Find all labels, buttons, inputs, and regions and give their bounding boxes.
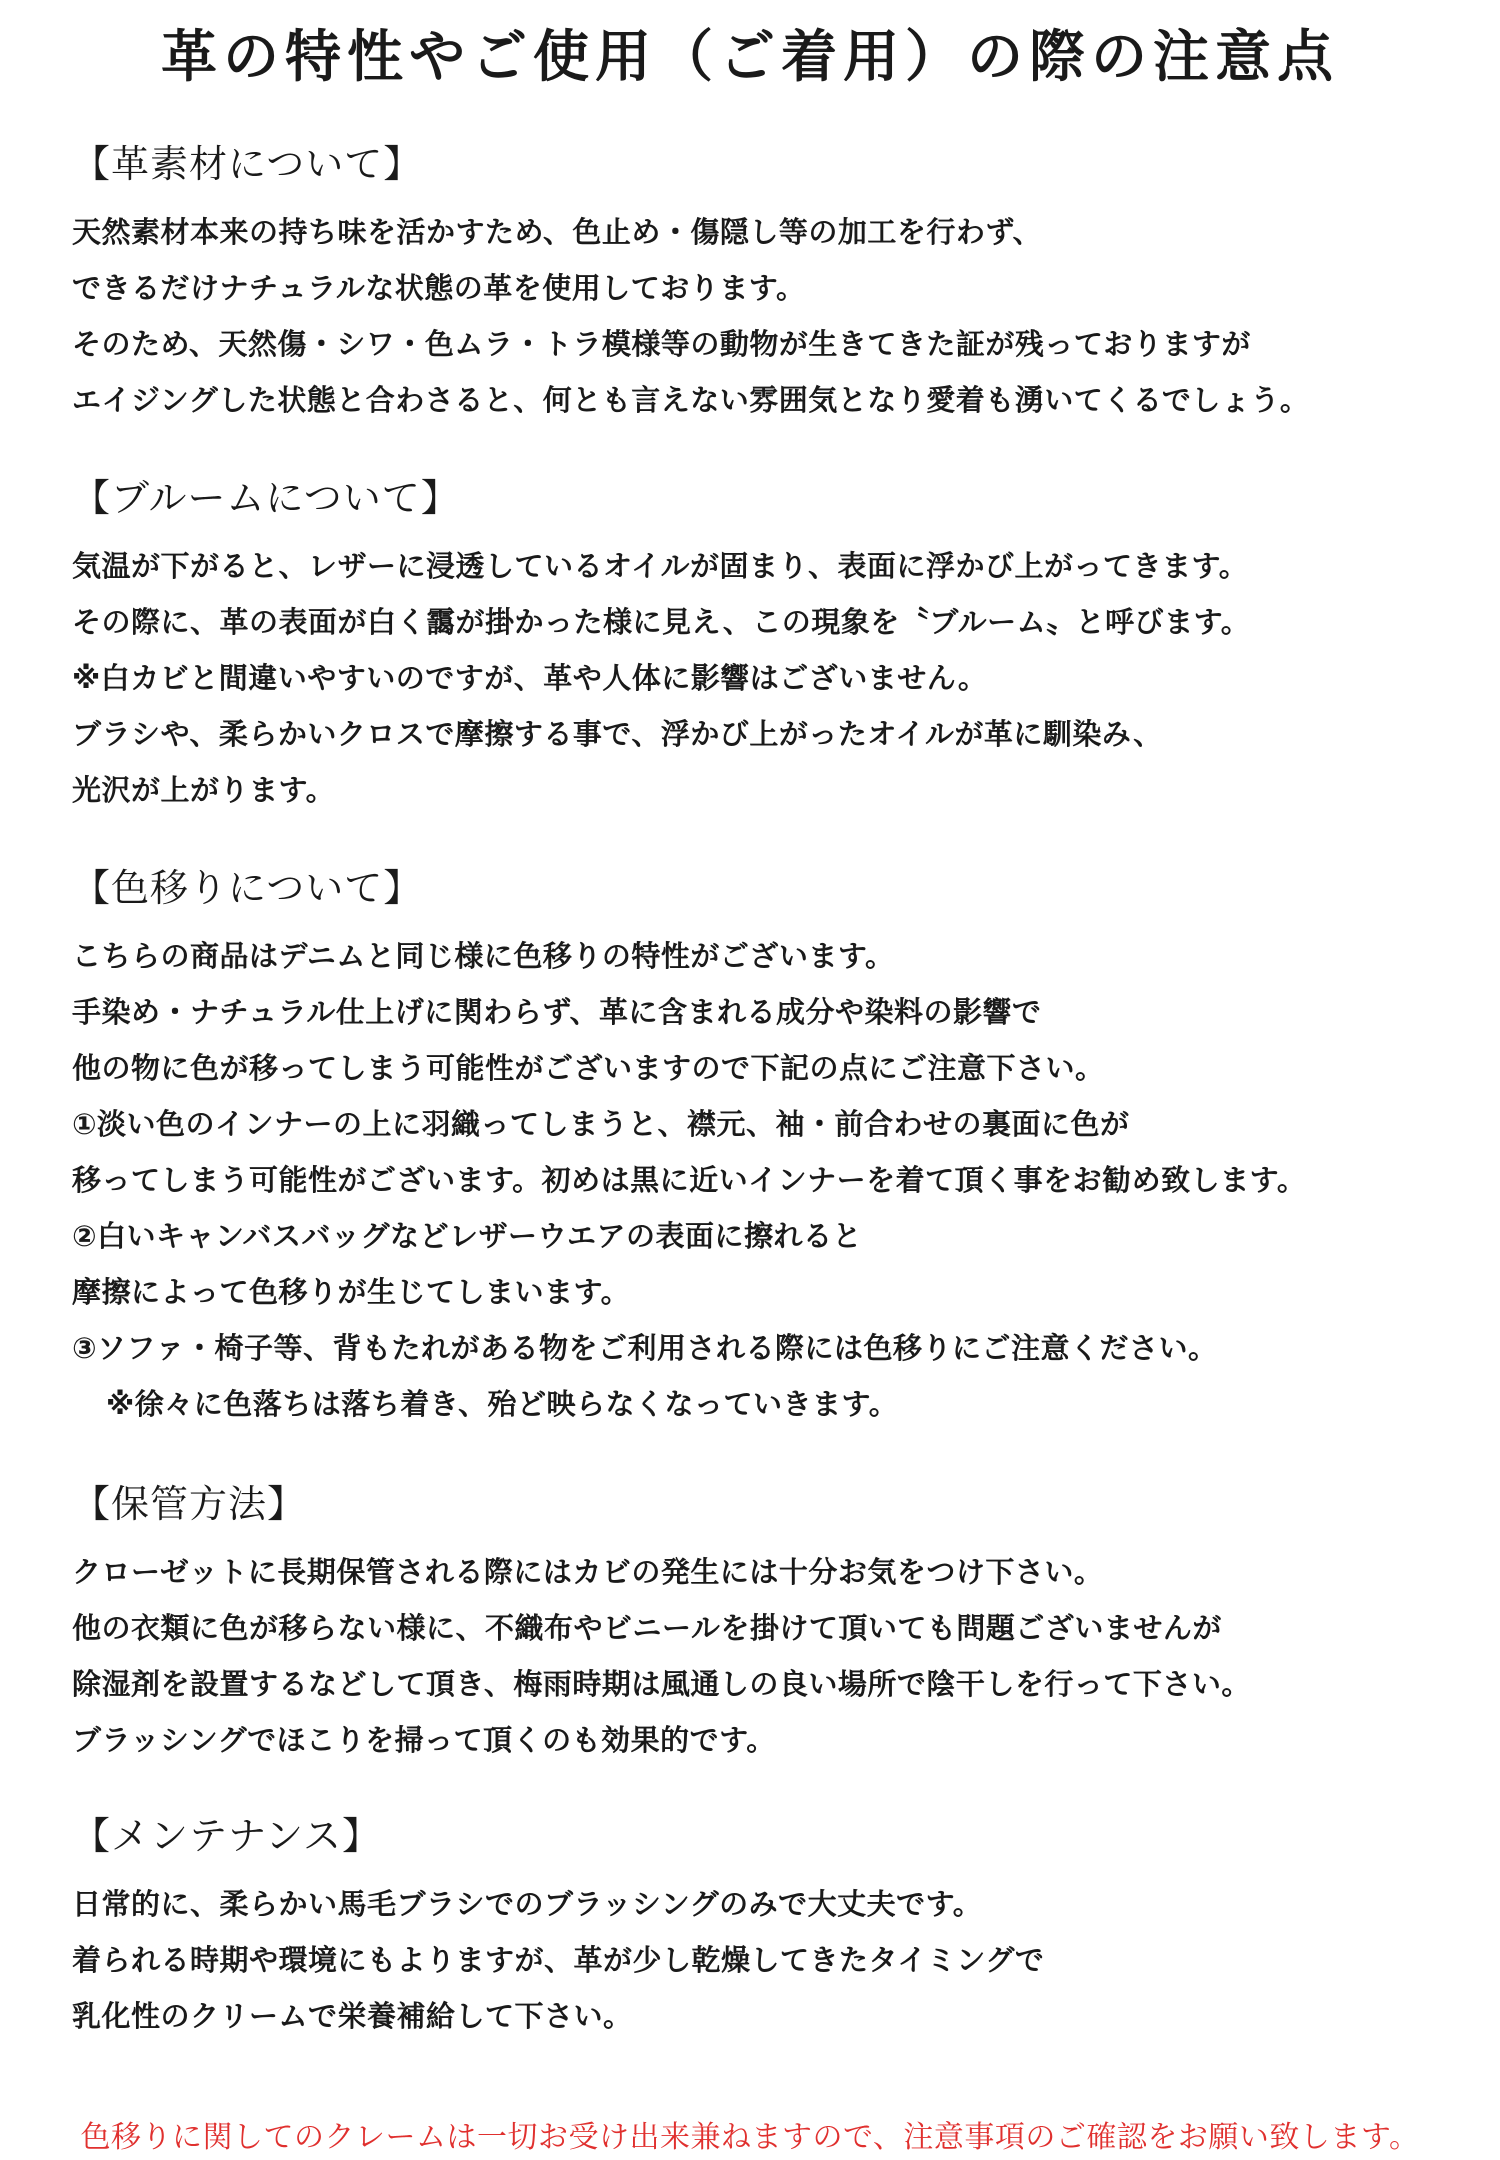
body-line: 着られる時期や環境にもよりますが、革が少し乾燥してきたタイミングで xyxy=(72,1943,1045,1977)
section-body xyxy=(72,928,1452,1432)
body-line: ※白カビと間違いやすいのですが、革や人体に影響はございません。 xyxy=(72,661,988,695)
section-body xyxy=(72,204,1452,428)
section-heading: 【メンテナンス】 xyxy=(72,1814,381,1858)
body-line: 天然素材本来の持ち味を活かすため、色止め・傷隠し等の加工を行わず、 xyxy=(72,215,1043,249)
body-line: できるだけナチュラルな状態の革を使用しております。 xyxy=(72,271,806,305)
body-line: 摩擦によって色移りが生じてしまいます。 xyxy=(72,1275,631,1309)
claim-notice: 色移りに関してのクレームは一切お受け出来兼ねますので、注意事項のご確認をお願い致します。 xyxy=(80,2120,1420,2155)
section-storage xyxy=(72,1478,1452,1768)
body-line: 手染め・ナチュラル仕上げに関わらず、革に含まれる成分や染料の影響で xyxy=(72,995,1042,1029)
body-line: ブラシや、柔らかいクロスで摩擦する事で、浮かび上がったオイルが革に馴染み、 xyxy=(72,717,1163,751)
section-body xyxy=(72,1876,1452,2044)
body-line: 他の物に色が移ってしまう可能性がございますので下記の点にご注意下さい。 xyxy=(72,1051,1105,1085)
body-line: クローゼットに長期保管される際にはカビの発生には十分お気をつけ下さい。 xyxy=(72,1555,1104,1589)
body-line: 光沢が上がります。 xyxy=(72,773,336,807)
body-line: エイジングした状態と合わさると、何とも言えない雰囲気となり愛着も湧いてくるでしょう。 xyxy=(72,383,1310,417)
section-heading: 【革素材について】 xyxy=(72,142,423,186)
section-heading: 【色移りについて】 xyxy=(72,866,423,910)
body-line: 他の衣類に色が移らない様に、不織布やビニールを掛けて頂いても問題ございませんが xyxy=(72,1611,1222,1645)
section-color-transfer xyxy=(72,862,1452,1432)
section-heading: 【保管方法】 xyxy=(72,1482,307,1526)
body-line: そのため、天然傷・シワ・色ムラ・トラ模様等の動物が生きてきた証が残っておりますが xyxy=(72,327,1251,361)
section-leather-material xyxy=(72,138,1452,428)
section-body xyxy=(72,1544,1452,1768)
body-line-note: ※徐々に色落ちは落ち着き、殆ど映らなくなっていきます。 xyxy=(106,1387,899,1421)
section-bloom xyxy=(72,472,1452,818)
body-line: 乳化性のクリームで栄養補給して下さい。 xyxy=(72,1999,633,2033)
body-line: 日常的に、柔らかい馬毛ブラシでのブラッシングのみで大丈夫です。 xyxy=(72,1887,983,1921)
body-line: ③ソファ・椅子等、背もたれがある物をご利用される際には色移りにご注意ください。 xyxy=(72,1331,1218,1365)
body-line: 移ってしまう可能性がございます。初めは黒に近いインナーを着て頂く事をお勧め致します。 xyxy=(72,1163,1307,1197)
body-line: ①淡い色のインナーの上に羽織ってしまうと、襟元、袖・前合わせの裏面に色が xyxy=(72,1107,1130,1141)
body-line: 気温が下がると、レザーに浸透しているオイルが固まり、表面に浮かび上がってきます。 xyxy=(72,549,1249,583)
section-maintenance xyxy=(72,1810,1452,2044)
section-heading: 【ブルームについて】 xyxy=(72,476,460,520)
body-line: こちらの商品はデニムと同じ様に色移りの特性がございます。 xyxy=(72,939,895,973)
section-body xyxy=(72,538,1452,818)
body-line: ②白いキャンバスバッグなどレザーウエアの表面に擦れると xyxy=(72,1219,863,1253)
body-line: ブラッシングでほこりを掃って頂くのも効果的です。 xyxy=(72,1723,776,1757)
body-line: その際に、革の表面が白く靄が掛かった様に見え、この現象を〝ブルーム〟と呼びます。 xyxy=(72,605,1251,639)
page-title: 革の特性やご使用（ご着用）の際の注意点 xyxy=(161,25,1339,90)
body-line: 除湿剤を設置するなどして頂き、梅雨時期は風通しの良い場所で陰干しを行って下さい。 xyxy=(72,1667,1251,1701)
